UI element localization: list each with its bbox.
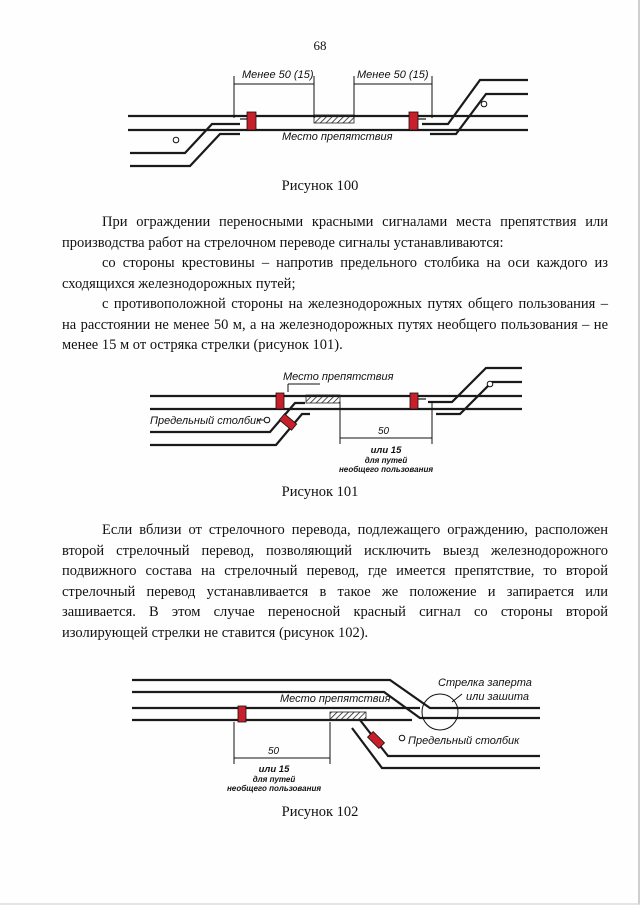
label-switch-sewn: или зашита xyxy=(466,691,530,703)
label-distance-15: или 15 xyxy=(370,445,402,456)
red-signal-far xyxy=(410,393,418,409)
paragraph-2 xyxy=(62,520,608,643)
figure-100 xyxy=(0,58,640,168)
clearance-post-icon xyxy=(481,101,487,107)
figure-102-caption: Рисунок 102 xyxy=(281,804,359,820)
figure-100-diagram xyxy=(0,58,640,168)
label-obstacle: Место препятствия xyxy=(283,371,394,383)
figure-102-diagram xyxy=(0,664,640,800)
paragraph-2-text: Если вблизи от стрелочного перевода, подлежащего ограждению, расположен второй стрелочный перевод, позволяющий исключить выезд железнодорожного подвижного состава на стрелочный перевод, где имеется препятствие, то второй стрелочный перевод устанавливается в такое же положение и запирается или зашивается. В этом случае переносной красный сигнал со стороны второй изолирующей стрелки не ставится (рисунок 102). xyxy=(62,522,608,641)
red-signal-right xyxy=(409,112,418,130)
label-obstacle: Место препятствия xyxy=(280,693,391,705)
obstacle-hatch xyxy=(306,395,340,403)
label-clearance-post: Предельный столбик xyxy=(408,735,520,747)
label-distance-50: 50 xyxy=(378,426,390,437)
dimension-lines xyxy=(234,76,432,118)
figure-100-caption: Рисунок 100 xyxy=(281,178,359,194)
label-distance-50: 50 xyxy=(268,746,280,757)
label-switch-locked: Стрелка заперта xyxy=(438,677,532,689)
label-less-50-left: Менее 50 (15) xyxy=(242,69,314,81)
red-signal-left xyxy=(247,112,256,130)
locked-switch-circle xyxy=(422,694,458,730)
label-distance-15: или 15 xyxy=(258,764,290,775)
label-distance-note: необщего пользования xyxy=(226,784,322,793)
paragraph-1-line: с противоположной стороны на железнодорожных путях общего пользования – на расстоянии не менее 50 м, а на железнодорожных путях необщего пользования – не менее 15 м от остряка стрелки (рисунок 101). xyxy=(62,296,608,353)
obstacle-hatch xyxy=(314,115,354,123)
clearance-post-icon xyxy=(173,137,179,143)
figure-101 xyxy=(0,362,640,480)
paragraph-1-line: со стороны крестовины – напротив предельного столбика на оси каждого из сходящихся железнодорожных путей; xyxy=(62,255,608,292)
label-distance-note: для путей xyxy=(252,775,296,784)
paragraph-1 xyxy=(62,212,608,356)
figure-101-diagram xyxy=(0,362,640,480)
paragraph-1-line: При ограждении переносными красными сигналами места препятствия или производства работ на стрелочном переводе сигналы устанавливаются: xyxy=(62,214,608,251)
clearance-post-icon xyxy=(399,735,405,741)
label-distance-note: необщего пользования xyxy=(338,465,434,474)
red-signal-main xyxy=(238,706,246,722)
figure-102 xyxy=(0,664,640,800)
obstacle-hatch xyxy=(330,712,366,720)
red-signal-main xyxy=(276,393,284,409)
label-distance-note: для путей xyxy=(364,456,408,465)
clearance-post-icon xyxy=(487,381,493,387)
label-less-50-right: Менее 50 (15) xyxy=(357,69,429,81)
page-number: 68 xyxy=(313,38,327,53)
label-clearance-post: Предельный столбик xyxy=(150,415,262,427)
label-obstacle: Место препятствия xyxy=(282,131,393,143)
figure-101-caption: Рисунок 101 xyxy=(281,484,359,500)
red-signal-branch xyxy=(279,414,296,430)
clearance-post-icon xyxy=(264,417,270,423)
